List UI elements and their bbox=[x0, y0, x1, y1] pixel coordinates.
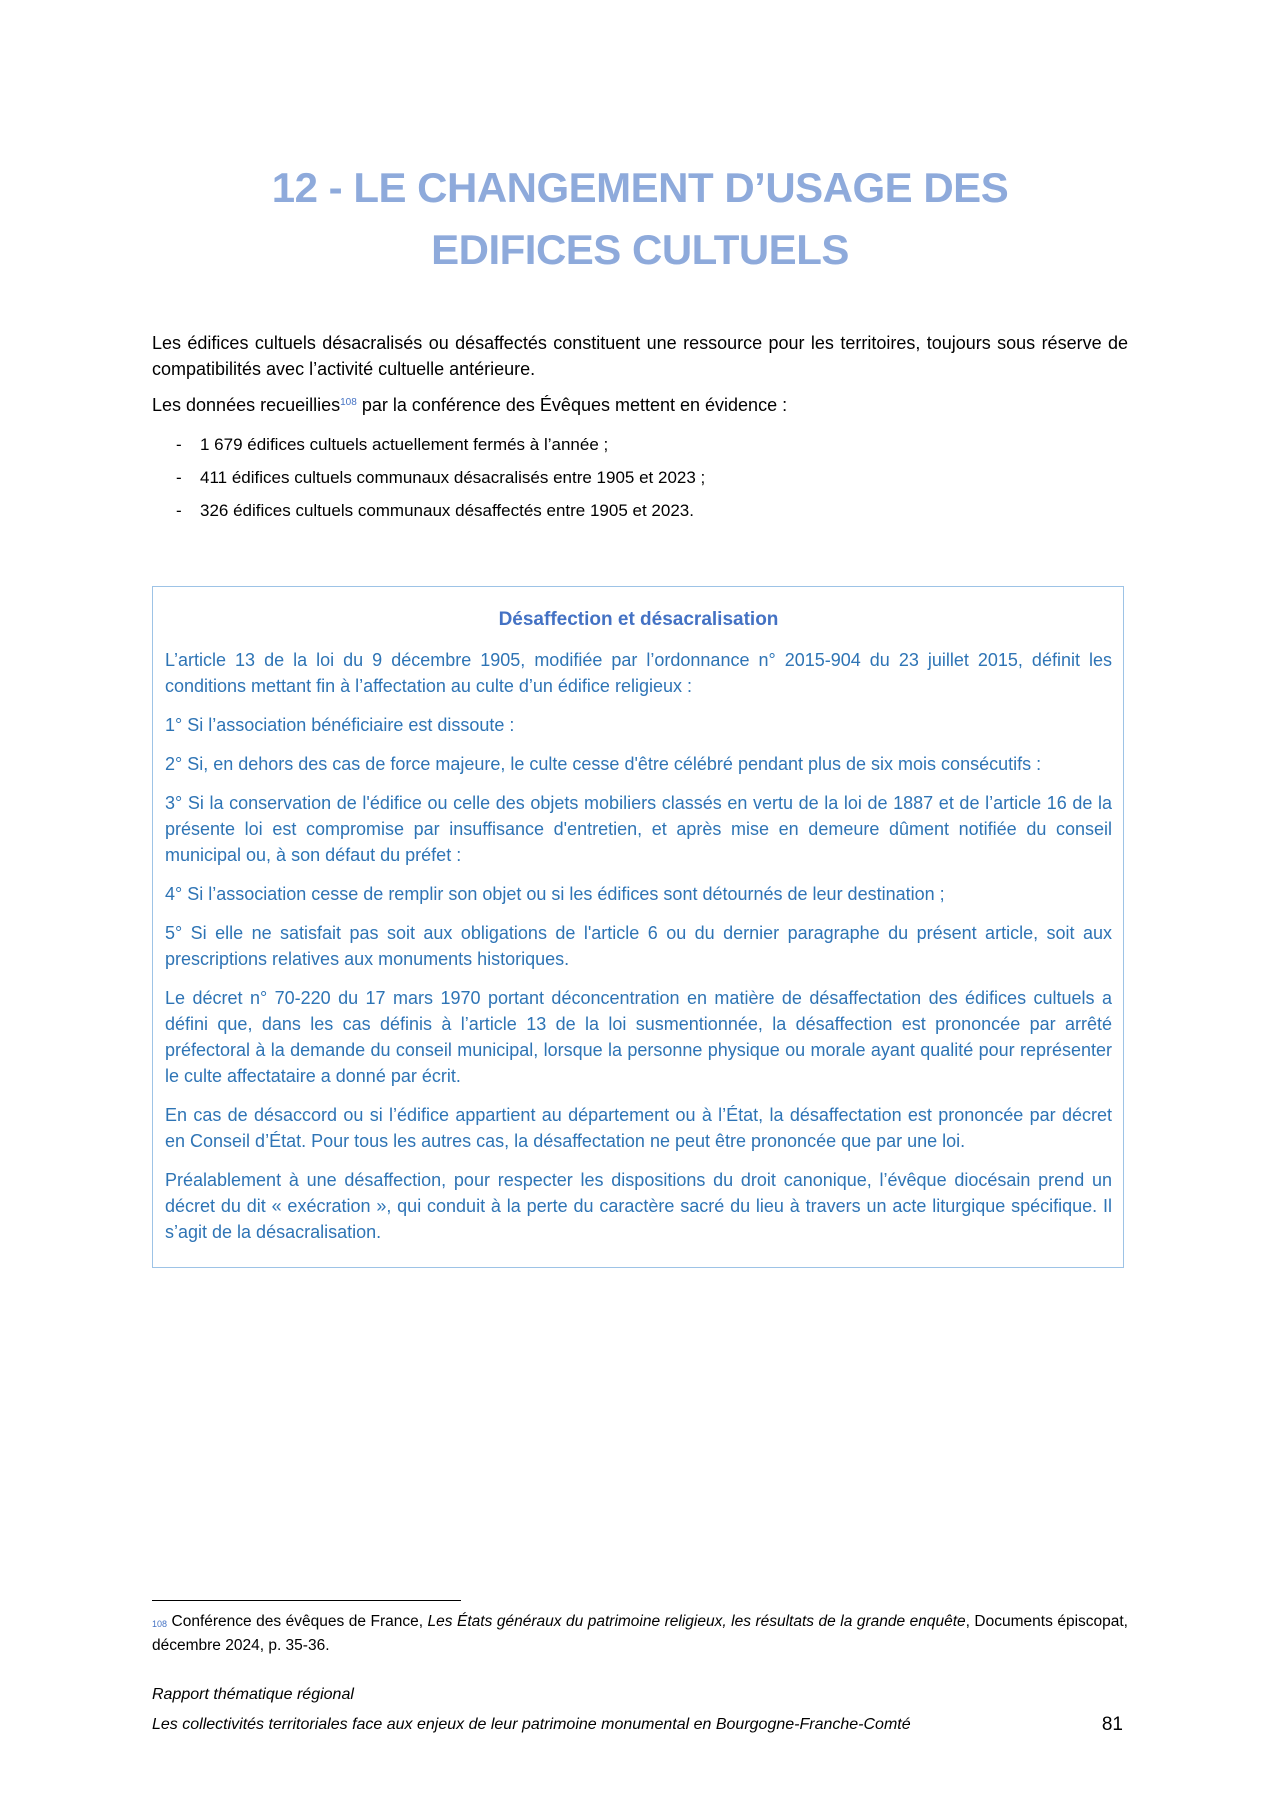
info-box-paragraph: 5° Si elle ne satisfait pas soit aux obligations de l'article 6 ou du dernier paragraphe du présent article, soit aux prescriptions relatives aux monuments historiques. bbox=[165, 923, 1112, 969]
bullet-dash: - bbox=[176, 435, 182, 454]
footnote-number: 108 bbox=[152, 1619, 168, 1629]
intro-paragraph-2-text: Les données recueillies bbox=[152, 395, 341, 415]
list-item bbox=[176, 428, 1128, 461]
list-item-text: 411 édifices cultuels communaux désacralisés entre 1905 et 2023 ; bbox=[200, 468, 706, 487]
statistics-list bbox=[152, 428, 1128, 527]
page-footer bbox=[152, 1680, 1128, 1740]
footnote-text-end: , Documents épiscopat, décembre 2024, p. 35-36. bbox=[152, 1613, 1128, 1654]
info-box-paragraph: 1° Si l’association bénéficiaire est dissoute : bbox=[165, 715, 515, 735]
info-box-paragraph: 2° Si, en dehors des cas de force majeure, le culte cesse d'être célébré pendant plus de six mois consécutifs : bbox=[165, 754, 1042, 774]
info-box-paragraph: Préalablement à une désaffection, pour respecter les dispositions du droit canonique, l’évêque diocésain prend un décret du dit « exécration », qui conduit à la perte du caractère sacré du lieu à travers un acte liturgique spécifique. Il s’agit de la désacralisation. bbox=[165, 1170, 1112, 1242]
list-item-text: 326 édifices cultuels communaux désaffectés entre 1905 et 2023. bbox=[200, 501, 694, 520]
info-box-paragraph: 3° Si la conservation de l'édifice ou celle des objets mobiliers classés en vertu de la loi de 1887 et de l’article 16 de la présente loi est compromise par insuffisance d'entretien, et après mise en demeure dûment notifiée du conseil municipal ou, à son défaut du préfet : bbox=[165, 793, 1112, 865]
footer-report-type: Rapport thématique régional bbox=[152, 1686, 354, 1703]
page-number: 81 bbox=[1101, 1714, 1123, 1735]
info-box-paragraph: 4° Si l’association cesse de remplir son objet ou si les édifices sont détournés de leur destination ; bbox=[165, 884, 945, 904]
footnote-title: Les États généraux du patrimoine religieux, les résultats de la grande enquête bbox=[427, 1613, 966, 1630]
info-box-paragraph: En cas de désaccord ou si l’édifice appartient au département ou à l’État, la désaffectation est prononcée par décret en Conseil d’État. Pour tous les autres cas, la désaffectation ne peut être prononcée que par une loi. bbox=[165, 1105, 1112, 1151]
list-item-text: 1 679 édifices cultuels actuellement fermés à l’année ; bbox=[200, 435, 609, 454]
page-title-line-1: 12 - LE CHANGEMENT D’USAGE DES bbox=[271, 164, 1009, 211]
bullet-dash: - bbox=[176, 501, 182, 520]
intro-paragraph-1: Les édifices cultuels désacralisés ou désaffectés constituent une ressource pour les territoires, toujours sous réserve de compatibilités avec l’activité cultuelle antérieure. bbox=[152, 333, 1128, 379]
intro-paragraph-2 bbox=[152, 392, 1128, 418]
info-box bbox=[152, 586, 1124, 1268]
intro-paragraph-2-tail: par la conférence des Évêques mettent en évidence : bbox=[356, 395, 788, 415]
footer-report-title: Les collectivités territoriales face aux enjeux de leur patrimoine monumental en Bourgogne-Franche-Comté bbox=[152, 1716, 911, 1733]
list-item bbox=[176, 494, 1128, 527]
info-box-paragraph: L’article 13 de la loi du 9 décembre 1905, modifiée par l’ordonnance n° 2015-904 du 23 juillet 2015, définit les conditions mettant fin à l’affectation au culte d’un édifice religieux : bbox=[165, 650, 1112, 696]
page-title-line-2: EDIFICES CULTUELS bbox=[431, 226, 849, 273]
info-box-paragraph: Le décret n° 70-220 du 17 mars 1970 portant déconcentration en matière de désaffectation des édifices cultuels a défini que, dans les cas définis à l’article 13 de la loi susmentionnée, la désaffection est prononcée par arrêté préfectoral à la demande du conseil municipal, lorsque la personne physique ou morale ayant qualité pour représenter le culte affectataire a donné par écrit. bbox=[165, 988, 1112, 1086]
footnote-reference-link[interactable]: 108 bbox=[340, 397, 357, 408]
info-box-heading: Désaffection et désacralisation bbox=[498, 609, 779, 630]
footnote-text: Conférence des évêques de France, bbox=[167, 1613, 428, 1630]
intro-section bbox=[152, 330, 1128, 527]
footnote bbox=[152, 1610, 1128, 1658]
footnote-separator bbox=[152, 1600, 461, 1601]
list-item bbox=[176, 461, 1128, 494]
bullet-dash: - bbox=[176, 468, 182, 487]
page-title bbox=[152, 157, 1128, 281]
